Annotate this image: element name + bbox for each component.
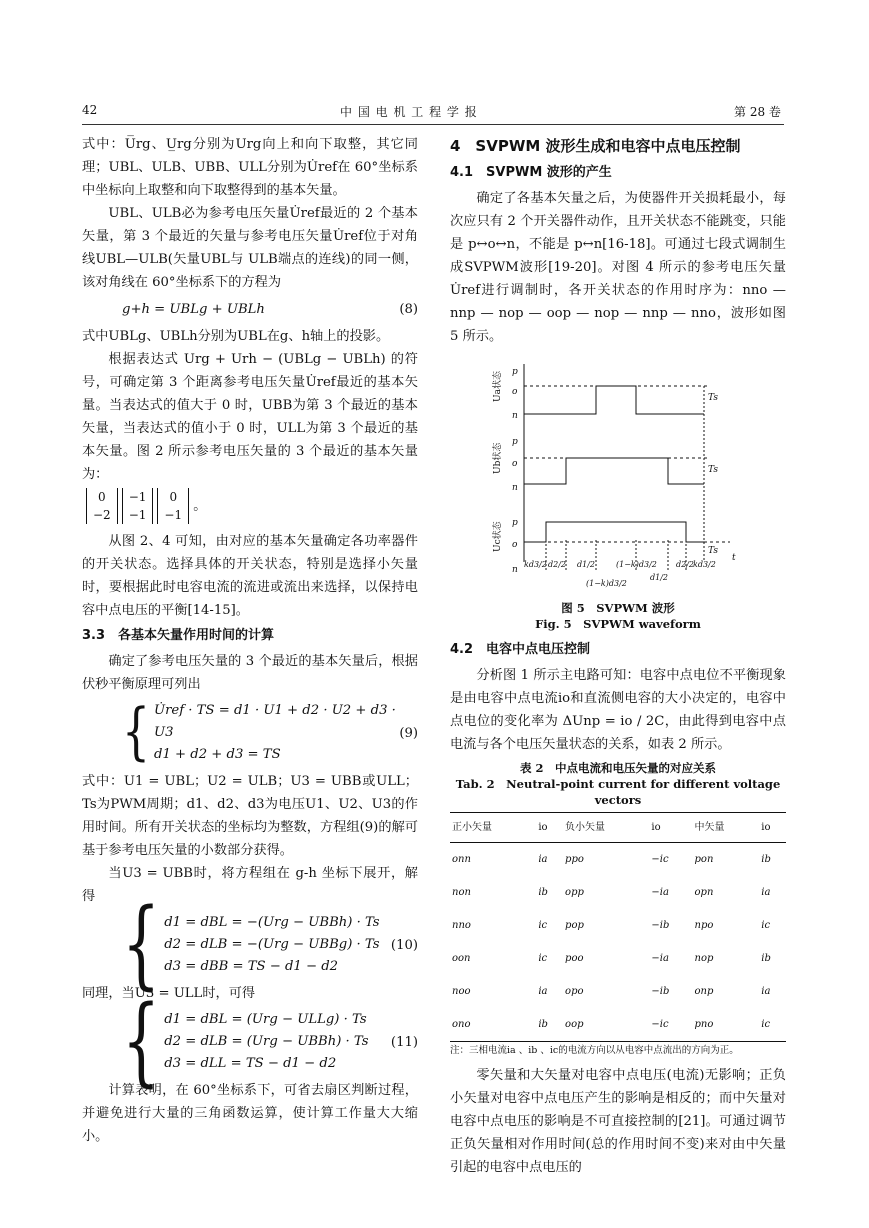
- basis-vectors: 0 −2 −1 −1 0 −1 。: [82, 488, 418, 524]
- brace-icon: {: [122, 986, 161, 1098]
- para-r3: 零矢量和大矢量对电容中点电压(电流)无影响；正负小矢量对电容中点电压产生的影响是相反的；而中矢量对电容中点电压的影响是不可直接控制的[21]。可通过调节正负矢量相对作用时间(总的作用时间不变)来对由中矢量引起的电容中点电压的: [450, 1068, 786, 1175]
- level-n-b: n: [512, 483, 518, 493]
- equation-9-system: [82, 696, 399, 768]
- table-header-cell: 中矢量: [693, 813, 760, 843]
- equation-9-number: (9): [399, 725, 418, 741]
- brace-icon: {: [122, 696, 150, 768]
- level-o-b: o: [512, 459, 518, 469]
- matrix-3: [157, 488, 189, 524]
- section-3-3-heading: 3.3 各基本矢量作用时间的计算: [82, 628, 275, 643]
- equation-9-lines: [154, 700, 399, 766]
- matrix-2: [122, 488, 154, 524]
- table-cell: pon: [694, 854, 714, 865]
- equation-8: [82, 298, 418, 321]
- equation-11-line-1: d1 = dBL = (Urg − ULLg) · Ts: [164, 1012, 367, 1027]
- table-body: [450, 843, 786, 1042]
- para-7: 式中：U1 = UBL；U2 = ULB；U3 = UBB或ULL；Ts为PWM周期；d1、d2、d3为电压U1、U2、U3的作用时间。所有开关状态的坐标均为整数，方程组(9)的解可基于参考电压矢量的小数部分获得。: [82, 774, 418, 858]
- para-5: 从图 2、4 可知，由对应的基本矢量确定各功率器件的开关状态。选择具体的开关状态，特别是选择小矢量时，要根据此时电容电流的流进或流出来选择，以保持电容中点电压的平衡[14-15]。: [82, 534, 418, 618]
- table-header-row: [450, 813, 786, 843]
- level-n-c: n: [512, 565, 518, 575]
- table-cell: −ib: [651, 920, 670, 931]
- para-3: 式中UBLg、UBLh分别为UBL在g、h轴上的投影。: [82, 329, 390, 344]
- tick-label: (1−k)d3/2: [586, 579, 627, 588]
- table-cell: noo: [452, 986, 471, 997]
- para-6: 确定了参考电压矢量的 3 个最近的基本矢量后，根据伏秒平衡原理可列出: [82, 654, 418, 692]
- brace-icon: {: [122, 889, 161, 1001]
- table-cell: nno: [452, 920, 471, 931]
- table-cell: non: [452, 887, 471, 898]
- table-cell: ic: [761, 920, 771, 931]
- table-cell: ppo: [565, 854, 584, 865]
- uc-axis-label: Uc状态: [493, 521, 503, 552]
- table-row: [450, 876, 786, 909]
- table-2-caption-cn: 表 2 中点电流和电压矢量的对应关系: [519, 761, 716, 775]
- table-cell: −ia: [651, 887, 669, 898]
- table-cell: opn: [694, 887, 714, 898]
- equation-11-lines: [164, 1009, 368, 1075]
- table-cell: −ic: [651, 854, 669, 865]
- table-2-note: 注：三相电流ia 、ib 、ic的电流方向以从电容中点流出的方向为正。: [450, 1045, 739, 1056]
- table-cell: oop: [563, 1008, 649, 1042]
- para-2: UBL、ULB必为参考电压矢量U̇ref最近的 2 个基本矢量，第 3 个最近的矢量与参考电压矢量U̇ref位于对角线UBL—ULB(矢量UBL与 ULB端点的连线)的同一侧，该对角线在 60°坐标系下的方程为: [82, 206, 418, 290]
- level-n-a: n: [512, 411, 518, 421]
- equation-11-line-2: d2 = dLB = (Urg − UBBh) · Ts: [164, 1034, 369, 1049]
- section-4-heading: 4 SVPWM 波形生成和电容中点电压控制: [450, 137, 741, 155]
- tick-label: kd3/2: [524, 560, 547, 569]
- table-cell: ib: [761, 953, 771, 964]
- table-cell: opp: [565, 887, 584, 898]
- table-cell: ia: [761, 887, 771, 898]
- table-2: [450, 812, 786, 1042]
- equation-10-number: (10): [390, 937, 418, 953]
- level-p-a: p: [512, 367, 518, 377]
- table-cell: onn: [452, 854, 471, 865]
- equation-10-line-2: d2 = dLB = −(Urg − UBBg) · Ts: [164, 937, 380, 952]
- matrix-1-bottom: −2: [93, 508, 111, 522]
- level-p-c: p: [512, 518, 518, 528]
- uc-waveform: [524, 522, 704, 542]
- table-cell: pop: [565, 920, 584, 931]
- para-r2: 分析图 1 所示主电路可知：电容中点电位不平衡现象是由电容中点电流io和直流侧电容的大小决定的，电容中点电位的变化率为 ΔUnp = io / 2C，由此得到电容中点电流与各个电压矢量状态的关系，如表 2 所示。: [450, 668, 786, 752]
- matrix-1: [86, 488, 118, 524]
- section-4-1-heading: 4.1 SVPWM 波形的产生: [450, 165, 612, 180]
- table-cell: −ib: [651, 986, 670, 997]
- ua-axis-label: Ua状态: [493, 371, 503, 402]
- equation-10-lines: [164, 912, 379, 978]
- ub-waveform: [524, 458, 704, 484]
- equation-10-line-1: d1 = dBL = −(Urg − UBBh) · Ts: [164, 915, 380, 930]
- para-10: 计算表明，在 60°坐标系下，可省去扇区判断过程，并避免进行大量的三角函数运算，使计算工作量大大缩小。: [82, 1083, 418, 1144]
- para-4: 根据表达式 Urg + Urh − (UBLg − UBLh) 的符号，可确定第 3 个距离参考电压矢量U̇ref最近的基本矢量。当表达式的值大于 0 时，UBB为第 3 个最近的基本矢量，当表达式的值小于 0 时，ULL为第 3 个最近的基本矢量。图 2 所示参考电压矢量的 3 个最近的基本矢量为：: [82, 352, 418, 482]
- equation-8-number: (8): [399, 302, 418, 317]
- table-header-cell: io: [649, 813, 692, 843]
- ts-label-b: Ts: [708, 465, 718, 475]
- table-header-cell: io: [536, 813, 563, 843]
- matrix-3-top: 0: [169, 490, 178, 504]
- ts-label-a: Ts: [708, 393, 718, 403]
- table-cell: ib: [536, 1008, 563, 1042]
- matrix-2-top: −1: [128, 490, 147, 504]
- table-cell: −ic: [649, 1008, 692, 1042]
- journal-title: 中 国 电 机 工 程 学 报: [340, 105, 478, 119]
- table-header-cell: 负小矢量: [563, 813, 649, 843]
- table-cell: ono: [450, 1008, 536, 1042]
- tick-label: d1/2: [650, 573, 668, 582]
- table-header-cell: 正小矢量: [450, 813, 536, 843]
- matrix-2-bottom: −1: [128, 508, 147, 522]
- tick-label: d2/2: [548, 560, 566, 569]
- table-cell: −ia: [651, 953, 669, 964]
- equation-11-number: (11): [390, 1034, 418, 1050]
- table-row: [450, 843, 786, 877]
- table-cell: ic: [538, 953, 548, 964]
- level-o-c: o: [512, 540, 518, 550]
- table-cell: ib: [761, 854, 771, 865]
- tick-label: kd3/2: [693, 560, 716, 569]
- right-column: [450, 133, 786, 1179]
- table-cell: opo: [565, 986, 584, 997]
- table-cell: ia: [761, 986, 771, 997]
- svpwm-waveform-figure: [490, 362, 740, 610]
- table-cell: ic: [759, 1008, 786, 1042]
- equation-11-line-3: d3 = dLL = TS − d1 − d2: [164, 1056, 337, 1071]
- equation-9: [82, 696, 418, 768]
- para-1: 式中：U̅rg、U̲rg分别为Urg向上和向下取整，其它同理；UBL、ULB、UBB、ULL分别为U̇ref在 60°坐标系中坐标向上取整和向下取整得到的基本矢量。: [82, 137, 418, 198]
- equation-9-line-2: d1 + d2 + d3 = TS: [154, 747, 281, 762]
- ub-axis-label: Ub状态: [493, 442, 503, 474]
- para-9: 同理，当U3 = ULL时，可得: [82, 986, 256, 1001]
- level-o-a: o: [512, 387, 518, 397]
- header-rule: [82, 124, 784, 125]
- equation-8-body: g+h = UBLg + UBLh: [122, 302, 265, 317]
- table-cell: ib: [538, 887, 548, 898]
- table-cell: poo: [565, 953, 584, 964]
- vector-matrices: [86, 488, 189, 524]
- tick-label: d1/2: [577, 560, 595, 569]
- figure-5-caption-en: Fig. 5 SVPWM waveform: [535, 617, 701, 631]
- tick-label: (1−k)d3/2: [616, 560, 657, 569]
- table-cell: nop: [694, 953, 714, 964]
- table-cell: ic: [538, 920, 548, 931]
- tick-label: d2/2: [676, 560, 694, 569]
- table-cell: npo: [694, 920, 714, 931]
- page-number: 42: [82, 103, 98, 117]
- equation-9-line-1: U̇ref · TS = d1 · U1 + d2 · U2 + d3 · U3: [154, 703, 396, 740]
- level-p-b: p: [512, 437, 518, 447]
- matrix-1-top: 0: [98, 490, 106, 504]
- table-header-cell: io: [759, 813, 786, 843]
- section-4-2-heading: 4.2 电容中点电压控制: [450, 642, 591, 657]
- table-cell: onp: [694, 986, 714, 997]
- figure-5-caption-cn: 图 5 SVPWM 波形: [561, 601, 675, 615]
- table-cell: ia: [538, 986, 548, 997]
- table-cell: oon: [452, 953, 471, 964]
- left-column: [82, 133, 418, 1148]
- ts-label-c: Ts: [708, 546, 718, 556]
- table-row: [450, 942, 786, 975]
- table-cell: ia: [538, 854, 548, 865]
- volume-label: 第 28 卷: [734, 105, 781, 119]
- time-axis-label: t: [732, 553, 736, 563]
- matrix-3-bottom: −1: [164, 508, 183, 522]
- table-row: [450, 975, 786, 1008]
- table-2-caption-en: Tab. 2 Neutral-point current for different voltage vectors: [455, 777, 781, 807]
- table-row: [450, 909, 786, 942]
- table-row: [450, 1008, 786, 1042]
- para-r1: 确定了各基本矢量之后，为使器件开关损耗最小，每次应只有 2 个开关器件动作，且开关状态不能跳变，只能是 p↔o↔n，不能是 p↔n[16-18]。可通过七段式调制生成SVPWM波形[19-20]。对图 4 所示的参考电压矢量U̇ref进行调制时，各开关状态的作用时序为：nno — nnp — nop — oop — nop — nnp — nno，波形如图 5 所示。: [450, 191, 786, 344]
- equation-10-line-3: d3 = dBB = TS − d1 − d2: [164, 959, 339, 974]
- ua-waveform: [524, 386, 704, 414]
- table-cell: pno: [693, 1008, 760, 1042]
- para-8: 当U3 = UBB时，将方程组在 g-h 坐标下展开，解得: [82, 866, 418, 904]
